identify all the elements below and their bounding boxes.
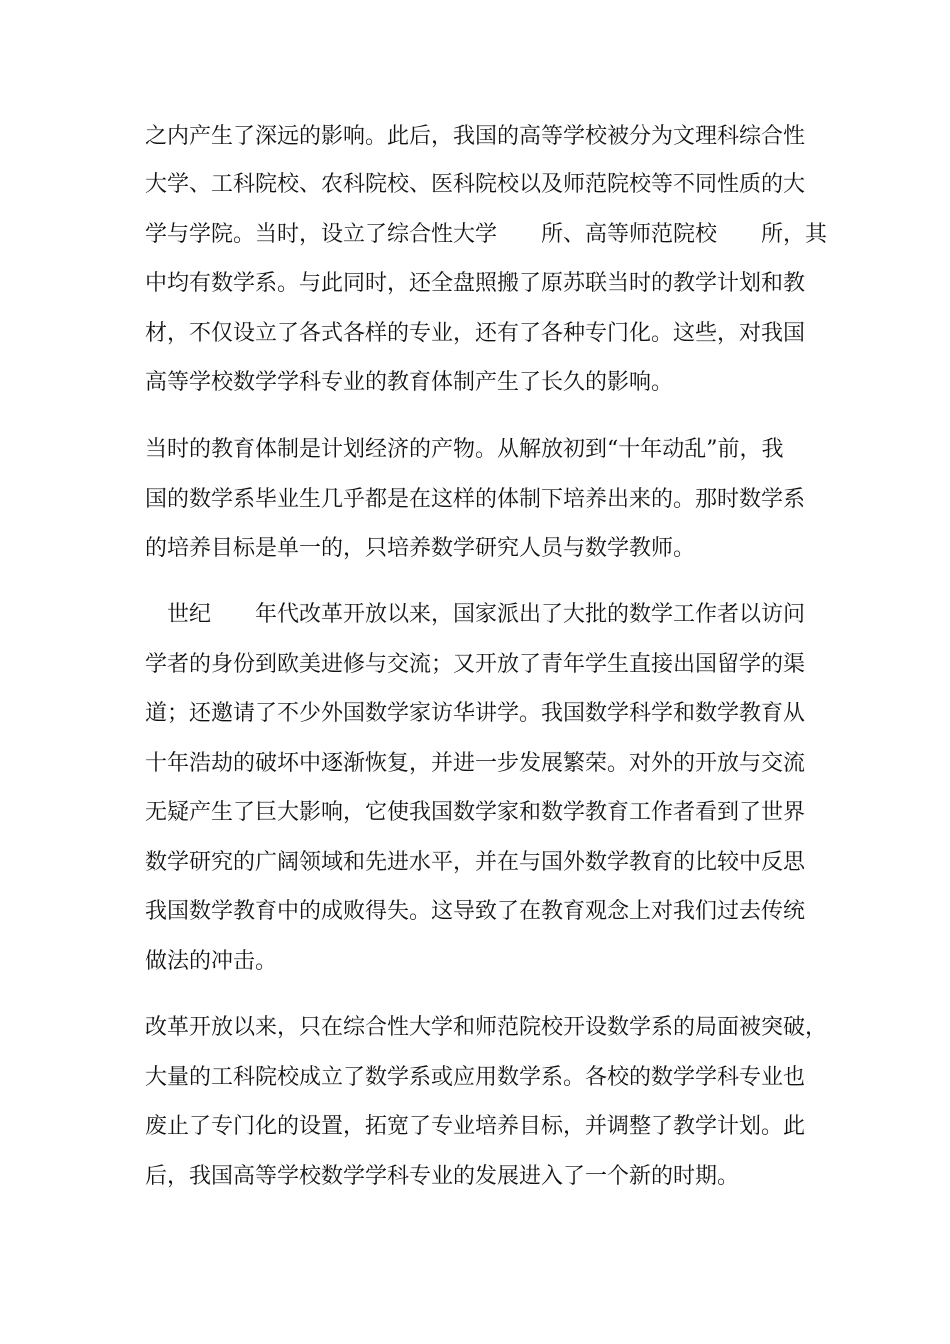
text-line: 改革开放以来，只在综合性大学和师范院校开设数学系的局面被突破， <box>145 1015 828 1040</box>
text-line: 的培养目标是单一的，只培养数学研究人员与数学教师。 <box>145 536 696 561</box>
text-line: 我国数学教育中的成败得失。这导致了在教育观念上对我们过去传统 <box>145 899 806 924</box>
text-line: 世纪 年代改革开放以来，国家派出了大批的数学工作者以访问 <box>145 602 806 627</box>
text-line: 大学、工科院校、农科院校、医科院校以及师范院校等不同性质的大 <box>145 172 806 197</box>
text-line: 高等学校数学学科专业的教育体制产生了长久的影响。 <box>145 370 674 395</box>
text-line: 十年浩劫的破坏中逐渐恢复，并进一步发展繁荣。对外的开放与交流 <box>145 751 806 776</box>
text-line: 大量的工科院校成立了数学系或应用数学系。各校的数学学科专业也 <box>145 1065 806 1090</box>
text-line: 废止了专门化的设置，拓宽了专业培养目标，并调整了教学计划。此 <box>145 1114 806 1139</box>
text-line: 学者的身份到欧美进修与交流；又开放了青年学生直接出国留学的渠 <box>145 652 806 677</box>
text-line: 做法的冲击。 <box>145 949 278 974</box>
text-line: 国的数学系毕业生几乎都是在这样的体制下培养出来的。那时数学系 <box>145 487 806 512</box>
text-line: 之内产生了深远的影响。此后，我国的高等学校被分为文理科综合性 <box>145 124 806 149</box>
text-line: 道；还邀请了不少外国数学家访华讲学。我国数学科学和数学教育从 <box>145 701 806 726</box>
text-line: 中均有数学系。与此同时，还全盘照搬了原苏联当时的教学计划和教 <box>145 271 806 296</box>
text-line: 学与学院。当时，设立了综合性大学 所、高等师范院校 所，其 <box>145 222 828 247</box>
text-line: 数学研究的广阔领域和先进水平，并在与国外数学教育的比较中反思 <box>145 850 806 875</box>
text-line: 后，我国高等学校数学学科专业的发展进入了一个新的时期。 <box>145 1164 740 1189</box>
text-line: 当时的教育体制是计划经济的产物。从解放初到“十年动乱”前，我 <box>145 437 784 462</box>
text-line: 材，不仅设立了各式各样的专业，还有了各种专门化。这些，对我国 <box>145 321 806 346</box>
text-line: 无疑产生了巨大影响，它使我国数学家和数学教育工作者看到了世界 <box>145 800 806 825</box>
